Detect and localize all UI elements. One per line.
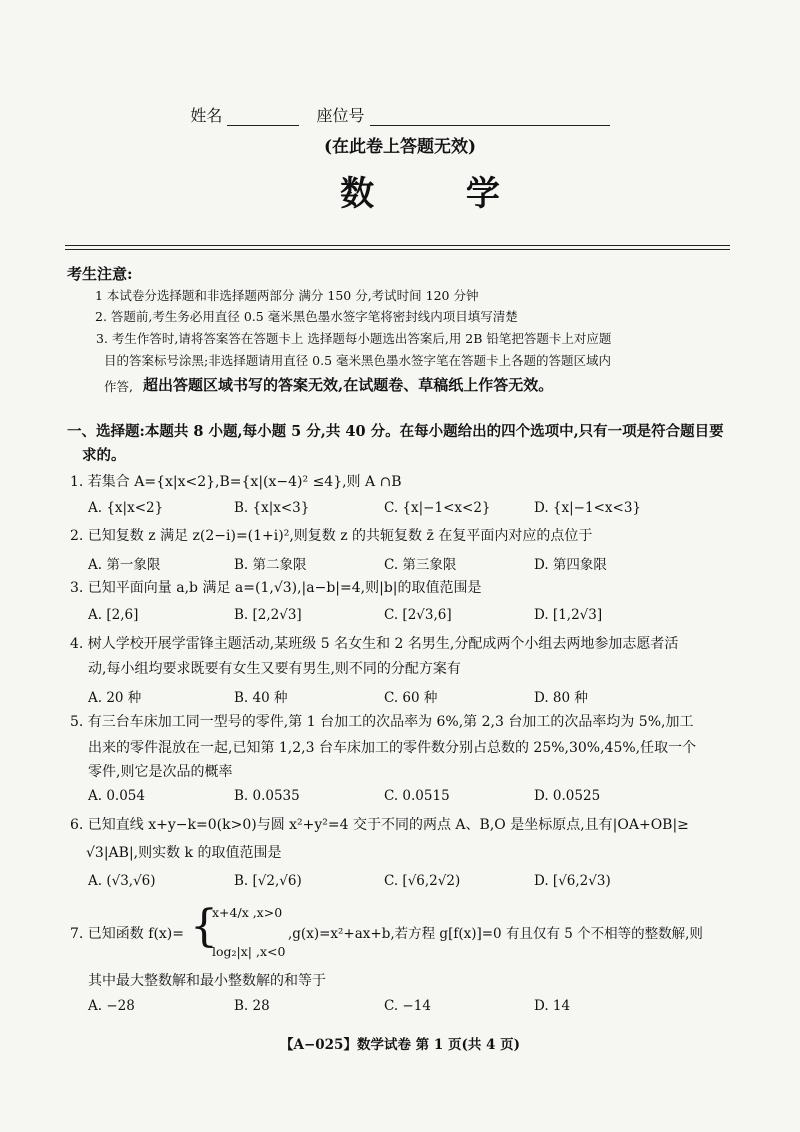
option-a: A. [2,6] <box>88 607 139 623</box>
option-d: D. {x|−1<x<3} <box>534 500 641 516</box>
option-a: A. (√3,√6) <box>88 873 156 889</box>
question-5-cont: 出来的零件混放在一起,已知第 1,2,3 台车床加工的零件数分别占总数的 25%,30%,45%,任取一个 <box>88 740 697 756</box>
option-c: C. {x|−1<x<2} <box>384 500 491 516</box>
question-7-stem-suffix: ,g(x)=x²+ax+b,若方程 g[f(x)]=0 有且仅有 5 个不相等的整数解,则 <box>288 926 703 942</box>
question-7-stem-prefix: 7. 已知函数 f(x)= <box>70 926 184 942</box>
question-7-cont: 其中最大整数解和最小整数解的和等于 <box>88 973 326 989</box>
option-d: D. 80 种 <box>534 690 588 706</box>
piecewise-brace: { <box>190 901 218 952</box>
page-footer: 【A−025】数学试卷 第 1 页(共 4 页) <box>279 1037 521 1053</box>
question-4-cont: 动,每小组均要求既要有女生又要有男生,则不同的分配方案有 <box>88 661 461 677</box>
subject-title: 数 学 <box>340 174 540 214</box>
option-c: C. [√6,2√2) <box>384 873 461 889</box>
option-a: A. {x|x<2} <box>88 500 164 516</box>
option-c: C. 60 种 <box>384 690 438 706</box>
option-b: B. [2,2√3] <box>234 607 302 623</box>
question-5-cont: 零件,则它是次品的概率 <box>88 764 233 780</box>
option-a: A. 20 种 <box>88 690 142 706</box>
option-b: B. 0.0535 <box>234 788 300 804</box>
divider <box>65 245 730 246</box>
notice-title: 考生注意: <box>67 265 133 283</box>
option-b: B. 40 种 <box>234 690 288 706</box>
option-c: C. [2√3,6] <box>384 607 452 623</box>
option-b: B. 第二象限 <box>234 557 307 573</box>
notice-item: 3. 考生作答时,请将答案答在答题卡上 选择题每小题选出答案后,用 2B 铅笔把答题卡上对应题 <box>96 331 612 346</box>
option-d: D. 14 <box>534 998 571 1014</box>
question-3-stem: 3. 已知平面向量 a,b 满足 a=(1,√3),|a−b|=4,则|b|的取值范围是 <box>70 580 482 596</box>
option-c: C. 0.0515 <box>384 788 450 804</box>
name-label: 姓名 <box>190 106 223 125</box>
option-d: D. [1,2√3] <box>534 607 603 623</box>
option-d: D. [√6,2√3) <box>534 873 611 889</box>
question-4-stem: 4. 树人学校开展学雷锋主题活动,某班级 5 名女生和 2 名男生,分配成两个小组去两地参加志愿者活 <box>70 636 679 652</box>
seat-blank <box>370 109 610 126</box>
piecewise-case-2: log₂|x| ,x<0 <box>212 944 286 959</box>
notice-item: 目的答案标号涂黑;非选择题请用直径 0.5 毫米黑色墨水签字笔在答题卡上各题的答题区域内 <box>104 353 612 368</box>
question-5-stem: 5. 有三台车床加工同一型号的零件,第 1 台加工的次品率为 6%,第 2,3 台加工的次品率均为 5%,加工 <box>70 714 694 730</box>
name-blank <box>227 109 299 126</box>
question-2-stem: 2. 已知复数 z 满足 z(2−i)=(1+i)²,则复数 z 的共轭复数 z̄ 在复平面内对应的点位于 <box>70 528 593 544</box>
invalid-warning: (在此卷上答题无效) <box>323 137 477 157</box>
question-1-stem: 1. 若集合 A={x|x<2},B={x|(x−4)² ≤4},则 A ∩B <box>70 474 402 490</box>
option-b: B. [√2,√6) <box>234 873 302 889</box>
notice-item: 作答, <box>104 379 133 394</box>
section-heading-cont: 求的。 <box>82 447 126 464</box>
question-6-cont: √3|AB|,则实数 k 的取值范围是 <box>86 845 282 861</box>
option-d: D. 0.0525 <box>534 788 601 804</box>
option-d: D. 第四象限 <box>534 557 607 573</box>
notice-item: 2. 答题前,考生务必用直径 0.5 毫米黑色墨水签字笔将密封线内项目填写清楚 <box>95 309 518 324</box>
seat-label: 座位号 <box>316 106 365 125</box>
option-a: A. −28 <box>88 998 135 1014</box>
option-c: C. 第三象限 <box>384 557 457 573</box>
question-6-stem: 6. 已知直线 x+y−k=0(k>0)与圆 x²+y²=4 交于不同的两点 A、B,O 是坐标原点,且有|OA+OB|≥ <box>70 817 689 833</box>
notice-item: 1 本试卷分选择题和非选择题两部分 满分 150 分,考试时间 120 分钟 <box>95 288 479 303</box>
section-heading: 一、选择题:本题共 8 小题,每小题 5 分,共 40 分。在每小题给出的四个选项中,只有一项是符合题目要 <box>67 423 724 440</box>
notice-emphasis: 超出答题区域书写的答案无效,在试题卷、草稿纸上作答无效。 <box>143 376 554 394</box>
option-b: B. 28 <box>234 998 270 1014</box>
option-a: A. 0.054 <box>88 788 145 804</box>
option-c: C. −14 <box>384 998 431 1014</box>
piecewise-case-1: x+4/x ,x>0 <box>212 905 283 920</box>
name-seat-row <box>0 103 800 126</box>
option-b: B. {x|x<3} <box>234 500 310 516</box>
option-a: A. 第一象限 <box>88 557 161 573</box>
divider <box>65 249 730 250</box>
